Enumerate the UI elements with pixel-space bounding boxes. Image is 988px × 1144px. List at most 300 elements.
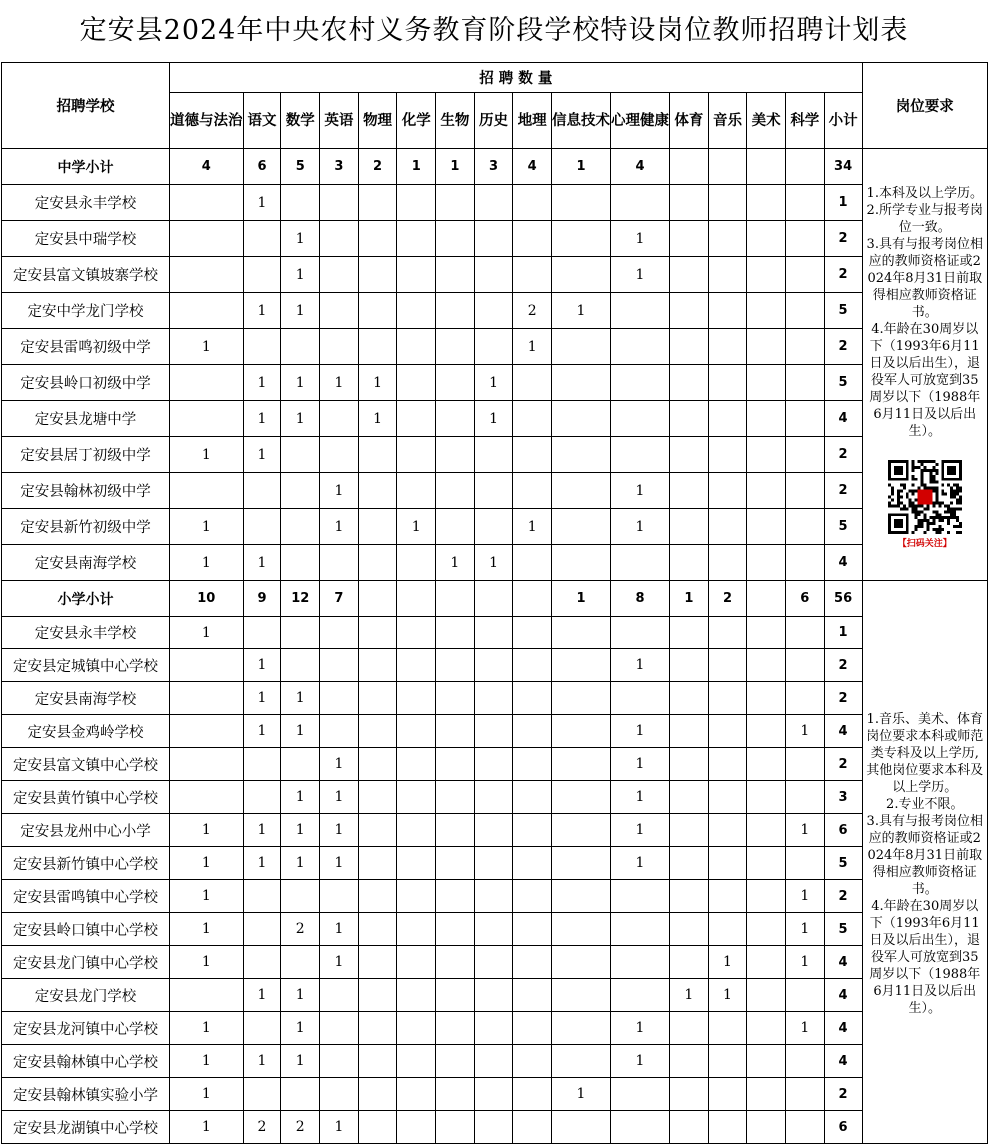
count-cell: 1 [170, 880, 244, 913]
subtotal-cell: 8 [611, 581, 670, 617]
row-total: 2 [824, 221, 862, 257]
count-cell [670, 781, 709, 814]
subject-header: 科学 [785, 93, 824, 149]
table-row [2, 748, 988, 781]
count-cell [708, 1012, 747, 1045]
school-name: 定安县南海学校 [2, 545, 170, 581]
count-cell [358, 509, 397, 545]
subtotal-cell: 2 [708, 581, 747, 617]
count-cell: 1 [170, 545, 244, 581]
count-cell [358, 293, 397, 329]
school-name: 定安县南海学校 [2, 682, 170, 715]
count-cell [747, 257, 786, 293]
table-row [2, 509, 988, 545]
count-cell [747, 329, 786, 365]
count-cell [785, 257, 824, 293]
count-cell [358, 913, 397, 946]
count-cell: 1 [243, 437, 281, 473]
count-cell [436, 617, 475, 649]
table-row [2, 979, 988, 1012]
count-cell [785, 748, 824, 781]
count-cell: 1 [785, 913, 824, 946]
table-row [2, 1078, 988, 1111]
count-cell [708, 682, 747, 715]
count-cell [785, 682, 824, 715]
count-cell [552, 365, 611, 401]
subject-header: 英语 [320, 93, 359, 149]
count-cell [611, 365, 670, 401]
requirements-cell [862, 581, 987, 1144]
count-cell [747, 682, 786, 715]
count-cell: 1 [474, 545, 513, 581]
count-cell: 1 [611, 1012, 670, 1045]
count-cell: 1 [785, 715, 824, 748]
row-total: 2 [824, 682, 862, 715]
school-name: 定安县雷鸣镇中心学校 [2, 880, 170, 913]
count-cell [397, 814, 436, 847]
count-cell [747, 715, 786, 748]
count-cell [747, 365, 786, 401]
count-cell [611, 1078, 670, 1111]
count-cell [670, 913, 709, 946]
count-cell [552, 401, 611, 437]
count-cell [785, 1111, 824, 1144]
count-cell [397, 781, 436, 814]
count-cell [747, 617, 786, 649]
count-cell [320, 221, 359, 257]
count-cell [436, 365, 475, 401]
count-cell [670, 185, 709, 221]
count-cell [785, 1078, 824, 1111]
subtotal-cell: 4 [513, 149, 552, 185]
count-cell [281, 946, 320, 979]
count-cell [708, 748, 747, 781]
count-cell [243, 617, 281, 649]
count-cell [474, 1045, 513, 1078]
count-cell [358, 649, 397, 682]
count-cell: 1 [611, 221, 670, 257]
count-cell [358, 1111, 397, 1144]
count-cell [436, 847, 475, 880]
count-cell [436, 649, 475, 682]
table-row [2, 1111, 988, 1144]
count-cell: 1 [320, 946, 359, 979]
subtotal-row [2, 581, 988, 617]
count-cell: 1 [436, 545, 475, 581]
row-total: 1 [824, 617, 862, 649]
subject-header: 数学 [281, 93, 320, 149]
count-cell [747, 509, 786, 545]
count-cell [243, 473, 281, 509]
count-cell [170, 748, 244, 781]
count-cell [281, 1078, 320, 1111]
count-cell [747, 473, 786, 509]
count-cell: 1 [320, 913, 359, 946]
count-cell [397, 545, 436, 581]
school-name: 定安县富文镇中心学校 [2, 748, 170, 781]
row-total: 4 [824, 401, 862, 437]
count-cell [747, 293, 786, 329]
count-cell [513, 979, 552, 1012]
count-cell: 2 [281, 913, 320, 946]
count-cell [708, 437, 747, 473]
count-cell [358, 257, 397, 293]
count-cell [747, 880, 786, 913]
count-cell [552, 880, 611, 913]
count-cell [708, 913, 747, 946]
count-cell: 1 [611, 257, 670, 293]
count-cell [474, 880, 513, 913]
count-cell: 1 [281, 979, 320, 1012]
count-cell [243, 748, 281, 781]
subtotal-cell: 1 [552, 149, 611, 185]
count-cell: 1 [243, 814, 281, 847]
count-cell [747, 1045, 786, 1078]
count-cell [436, 979, 475, 1012]
count-cell [513, 847, 552, 880]
subtotal-cell [513, 581, 552, 617]
count-cell: 1 [670, 979, 709, 1012]
count-cell [708, 257, 747, 293]
count-cell [708, 401, 747, 437]
count-cell [513, 1045, 552, 1078]
count-cell [513, 257, 552, 293]
count-cell [320, 617, 359, 649]
count-cell: 1 [243, 401, 281, 437]
count-cell: 1 [611, 715, 670, 748]
count-cell [785, 847, 824, 880]
row-total: 4 [824, 1012, 862, 1045]
subtotal-cell: 10 [170, 581, 244, 617]
count-cell [785, 293, 824, 329]
count-cell: 1 [785, 814, 824, 847]
row-total: 5 [824, 365, 862, 401]
count-cell [358, 781, 397, 814]
subject-header: 生物 [436, 93, 475, 149]
count-cell [552, 847, 611, 880]
requirements-cell [862, 149, 987, 581]
count-cell [474, 293, 513, 329]
count-cell [747, 979, 786, 1012]
count-cell: 1 [281, 293, 320, 329]
table-row [2, 437, 988, 473]
count-cell: 1 [785, 946, 824, 979]
table-row [2, 617, 988, 649]
count-cell [436, 1078, 475, 1111]
subject-header: 心理健康 [611, 93, 670, 149]
count-cell [611, 880, 670, 913]
count-cell [552, 748, 611, 781]
count-cell [708, 293, 747, 329]
table-row [2, 257, 988, 293]
count-cell [552, 1045, 611, 1078]
count-cell [552, 617, 611, 649]
table-row [2, 473, 988, 509]
school-name: 定安县龙门学校 [2, 979, 170, 1012]
count-cell [243, 1012, 281, 1045]
count-cell [320, 545, 359, 581]
school-name: 定安县雷鸣初级中学 [2, 329, 170, 365]
subject-header: 道德与法治 [170, 93, 244, 149]
count-cell [611, 545, 670, 581]
count-cell [747, 913, 786, 946]
count-cell [436, 880, 475, 913]
count-cell [513, 365, 552, 401]
count-cell: 1 [243, 979, 281, 1012]
count-cell [474, 649, 513, 682]
school-name: 定安县居丁初级中学 [2, 437, 170, 473]
school-name: 定安县翰林初级中学 [2, 473, 170, 509]
count-cell [670, 847, 709, 880]
count-cell [670, 814, 709, 847]
count-cell [474, 509, 513, 545]
count-cell [397, 365, 436, 401]
count-cell [552, 781, 611, 814]
subject-header: 美术 [747, 93, 786, 149]
count-cell [785, 437, 824, 473]
count-cell [670, 1111, 709, 1144]
count-cell: 1 [320, 814, 359, 847]
count-cell: 1 [243, 715, 281, 748]
count-cell [320, 1078, 359, 1111]
count-cell [170, 473, 244, 509]
row-total: 2 [824, 1078, 862, 1111]
count-cell: 1 [708, 979, 747, 1012]
count-cell [513, 221, 552, 257]
count-cell: 1 [170, 1012, 244, 1045]
count-cell [320, 715, 359, 748]
count-cell [436, 715, 475, 748]
count-cell [397, 847, 436, 880]
count-cell [747, 814, 786, 847]
count-cell [397, 473, 436, 509]
count-cell [747, 946, 786, 979]
count-cell: 1 [243, 649, 281, 682]
count-cell [670, 649, 709, 682]
count-cell: 2 [513, 293, 552, 329]
count-cell [397, 293, 436, 329]
count-cell [397, 1078, 436, 1111]
count-cell [243, 913, 281, 946]
school-name: 定安县中瑞学校 [2, 221, 170, 257]
count-cell: 1 [513, 509, 552, 545]
count-cell [708, 1045, 747, 1078]
count-cell [611, 913, 670, 946]
count-cell: 1 [281, 257, 320, 293]
count-cell [513, 437, 552, 473]
count-cell [358, 1078, 397, 1111]
count-cell [708, 880, 747, 913]
count-cell [436, 329, 475, 365]
count-cell [436, 1045, 475, 1078]
count-cell [708, 781, 747, 814]
count-cell [474, 329, 513, 365]
count-cell [170, 715, 244, 748]
qr-caption: 【扫码关注】 [897, 538, 952, 549]
count-cell [611, 979, 670, 1012]
count-cell [611, 185, 670, 221]
count-cell [320, 1045, 359, 1078]
count-cell [397, 913, 436, 946]
subtotal-cell: 34 [824, 149, 862, 185]
count-cell [358, 682, 397, 715]
count-cell [436, 257, 475, 293]
count-cell [747, 401, 786, 437]
count-cell: 1 [281, 781, 320, 814]
count-cell: 1 [281, 221, 320, 257]
count-cell [552, 913, 611, 946]
count-cell: 1 [281, 682, 320, 715]
count-cell [747, 185, 786, 221]
subtotal-cell: 9 [243, 581, 281, 617]
count-cell: 1 [785, 1012, 824, 1045]
count-cell [670, 401, 709, 437]
count-cell [358, 221, 397, 257]
table-row [2, 913, 988, 946]
count-cell: 1 [552, 293, 611, 329]
count-cell [358, 814, 397, 847]
subject-header: 地理 [513, 93, 552, 149]
count-cell [358, 880, 397, 913]
row-total: 2 [824, 880, 862, 913]
table-row [2, 401, 988, 437]
count-cell [281, 880, 320, 913]
count-cell [670, 365, 709, 401]
count-cell [358, 545, 397, 581]
count-cell: 1 [474, 401, 513, 437]
count-cell [320, 880, 359, 913]
count-cell: 1 [243, 293, 281, 329]
school-column-header: 招聘学校 [2, 63, 170, 149]
count-cell [611, 1111, 670, 1144]
count-cell [320, 329, 359, 365]
subtotal-cell [358, 581, 397, 617]
subject-header: 语文 [243, 93, 281, 149]
count-cell: 1 [397, 509, 436, 545]
school-name: 定安县龙河镇中心学校 [2, 1012, 170, 1045]
count-cell: 1 [320, 473, 359, 509]
count-cell [708, 185, 747, 221]
subject-header: 物理 [358, 93, 397, 149]
count-cell [474, 437, 513, 473]
count-cell [747, 545, 786, 581]
count-cell [552, 437, 611, 473]
count-cell [243, 257, 281, 293]
count-cell [281, 437, 320, 473]
count-cell: 1 [320, 365, 359, 401]
count-cell [170, 257, 244, 293]
school-name: 定安县龙塘中学 [2, 401, 170, 437]
school-name: 定安县富文镇坡寨学校 [2, 257, 170, 293]
count-cell: 1 [281, 1045, 320, 1078]
count-cell: 1 [281, 365, 320, 401]
count-cell [474, 1111, 513, 1144]
school-name: 定安县龙州中心小学 [2, 814, 170, 847]
count-cell [611, 682, 670, 715]
subtotal-cell [436, 581, 475, 617]
count-cell [785, 617, 824, 649]
count-cell: 1 [243, 365, 281, 401]
subject-header: 化学 [397, 93, 436, 149]
count-cell [747, 221, 786, 257]
count-cell [611, 401, 670, 437]
count-cell: 1 [320, 509, 359, 545]
count-cell [513, 715, 552, 748]
count-cell: 1 [170, 847, 244, 880]
row-total: 4 [824, 946, 862, 979]
row-total: 2 [824, 473, 862, 509]
subtotal-label: 小学小计 [2, 581, 170, 617]
count-cell [552, 545, 611, 581]
subject-header: 体育 [670, 93, 709, 149]
count-cell [785, 329, 824, 365]
count-cell [358, 979, 397, 1012]
school-name: 定安县永丰学校 [2, 617, 170, 649]
count-cell [611, 293, 670, 329]
count-cell: 1 [170, 913, 244, 946]
count-cell: 2 [281, 1111, 320, 1144]
count-cell [785, 401, 824, 437]
count-cell [474, 946, 513, 979]
count-cell [552, 257, 611, 293]
table-row [2, 946, 988, 979]
count-cell [552, 682, 611, 715]
row-total: 3 [824, 781, 862, 814]
count-cell [397, 257, 436, 293]
count-cell [358, 437, 397, 473]
count-cell [358, 748, 397, 781]
table-row [2, 545, 988, 581]
count-cell: 1 [170, 1078, 244, 1111]
count-cell: 1 [281, 814, 320, 847]
count-cell: 1 [785, 880, 824, 913]
count-cell [243, 329, 281, 365]
count-cell [785, 473, 824, 509]
count-cell: 1 [170, 437, 244, 473]
count-cell [747, 1111, 786, 1144]
requirements-text: 1.音乐、美术、体育岗位要求本科或师范类专科及以上学历,其他岗位要求本科及以上学历。 2.专业不限。 3.具有与报考岗位相应的教师资格证或2024年8月31日前取得相应教师资格证书。 4.年龄在30周岁以下（1993年6月11日及以后出生），退役军人可放宽到35周岁以下（1988年6月11日及以后出生）。 [866, 712, 984, 1016]
count-cell [281, 545, 320, 581]
count-cell [670, 1045, 709, 1078]
count-cell: 1 [708, 946, 747, 979]
count-cell [358, 617, 397, 649]
count-cell [397, 1012, 436, 1045]
count-cell: 1 [611, 649, 670, 682]
count-cell [747, 781, 786, 814]
count-cell [474, 1012, 513, 1045]
count-cell [397, 437, 436, 473]
count-cell [474, 185, 513, 221]
count-cell [320, 437, 359, 473]
subtotal-cell: 6 [785, 581, 824, 617]
count-cell: 1 [243, 545, 281, 581]
count-cell [358, 185, 397, 221]
count-cell [397, 221, 436, 257]
count-cell [708, 221, 747, 257]
count-cell [708, 365, 747, 401]
count-cell [358, 1045, 397, 1078]
count-cell [170, 185, 244, 221]
count-cell [170, 979, 244, 1012]
qr-code-icon[interactable] [888, 460, 962, 534]
count-cell [785, 781, 824, 814]
count-cell: 1 [320, 781, 359, 814]
school-name: 定安中学龙门学校 [2, 293, 170, 329]
count-cell: 1 [611, 847, 670, 880]
count-cell [552, 649, 611, 682]
count-cell [436, 748, 475, 781]
count-cell [436, 913, 475, 946]
